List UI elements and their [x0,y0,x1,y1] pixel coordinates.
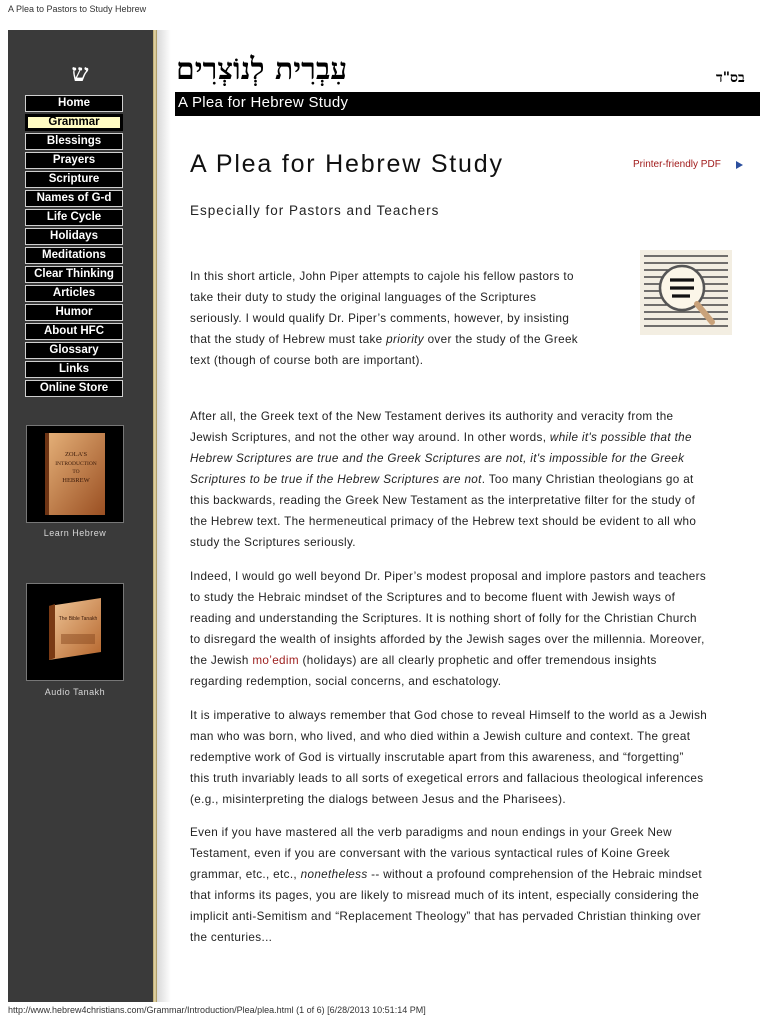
nav-item-holidays[interactable]: Holidays [25,228,123,245]
magnifier-icon [640,250,732,335]
page-title-bar-text: A Plea for Hebrew Study [178,94,349,111]
text-line: After all, the Greek text of the New Testament derives its authority and veracity from the [190,410,674,423]
text-run: (holidays) are all clearly prophetic and offer tremendous insights [298,654,657,667]
text-line: It is imperative to always remember that God chose to reveal Himself to the world as a Jewish [190,709,708,722]
text-line: man who was born, who lived, and who died within a Jewish culture and context. The great [190,730,691,743]
nav-item-life-cycle[interactable]: Life Cycle [25,209,123,226]
nav-item-online-store[interactable]: Online Store [25,380,123,397]
article-paragraph-1 [190,266,578,371]
text-line: to disregard the wealth of insights afforded by the Jewish sages over the millennia. Moreover, [190,633,705,646]
text-run: that the study of Hebrew must take [190,333,387,346]
learn-hebrew-book-line-1: ZOLA'S [64,451,88,458]
text-line: to study the Hebraic mindset of the Scriptures and to become fluent with Jewish ways of [190,591,676,604]
nav-item-meditations[interactable]: Meditations [25,247,123,264]
text-line [190,650,706,671]
emphasis-text: Hebrew Scriptures are true and the Greek Scriptures are not, it's impossible for the Greek [190,452,685,465]
article-paragraph-2 [190,406,696,553]
article-paragraph-5 [190,822,702,948]
footer-url: http://www.hebrew4christians.com/Grammar/Introduction/Plea/plea.html (1 of 6) [6/28/2013 10:51:14 PM] [8,1005,426,1015]
hebrew-site-banner: עִבְרִית לְנוֹצְרִים [176,52,348,87]
emphasis-text: priority [386,333,424,346]
text-line: Testament, even if you are conversant with the various syntactical rules of Koine Greek [190,847,670,860]
text-line: take their duty to study the original languages of the Scriptures [190,291,537,304]
text-line: study the Scriptures seriously. [190,536,356,549]
text-run: over the study of the Greek [423,333,579,346]
text-line: this backwards, reading the Greek New Testament as the interpretative filter for the study of [190,494,696,507]
text-line: reading and understanding the Scriptures. It is nothing short of folly for the Christian Church [190,612,697,625]
audio-tanakh-caption[interactable]: Audio Tanakh [44,687,106,697]
nav-item-blessings[interactable]: Blessings [25,133,123,150]
sidebar-shadow [157,30,171,1002]
nav-item-articles[interactable]: Articles [25,285,123,302]
emphasis-text: while it's possible that the [549,431,692,444]
text-line: seriously. I would qualify Dr. Piper’s comments, however, by insisting [190,312,570,325]
page-title-bar [175,92,760,116]
nav-item-glossary[interactable]: Glossary [25,342,123,359]
document-title: A Plea to Pastors to Study Hebrew [8,4,147,14]
article-subtitle: Especially for Pastors and Teachers [190,203,440,218]
text-line: Indeed, I would go well beyond Dr. Piper’s modest proposal and implore pastors and teachers [190,570,707,583]
nav-item-prayers[interactable]: Prayers [25,152,123,169]
text-line: this truth invariably leads to all sorts of exegetical errors and fallacious theological inferences [190,772,704,785]
text-line [190,448,696,469]
text-line: the centuries... [190,931,273,944]
hebrew-text-magnifier-image [640,250,732,335]
play-arrow-icon[interactable] [736,161,743,169]
text-line: Even if you have mastered all the verb paradigms and noun endings in your Greek New [190,826,672,839]
text-line: implicit anti-Semitism and “Replacement Theology” that has pervaded Christian thinking over [190,910,702,923]
text-line: redemptive work of God is virtually inscrutable apart from this awareness, and “forgetting” [190,751,684,764]
nav-item-about-hfc[interactable]: About HFC [25,323,123,340]
text-run: . Too many Christian theologians go at [481,473,694,486]
printer-friendly-pdf-link[interactable]: Printer-friendly PDF [633,159,721,170]
sidebar-nav [25,95,123,399]
text-line [190,864,702,885]
shin-logo-icon[interactable]: ש [71,58,89,87]
text-line [190,469,696,490]
learn-hebrew-book-line-4: HEBREW [62,477,90,484]
bsd-mark: בס"ד [716,70,745,86]
moedim-link[interactable]: mo’edim [252,654,299,667]
audio-tanakh-cover-line-1: The Bible Tanakh [58,616,98,622]
text-line: text (though of course both are important). [190,354,424,367]
text-run: grammar, etc., etc., [190,868,301,881]
article-title: A Plea for Hebrew Study [190,150,504,178]
nav-item-home[interactable]: Home [25,95,123,112]
text-run: Jewish Scriptures, and not the other way around. In other words, [190,431,550,444]
emphasis-text: Scriptures to be true if the Hebrew Scriptures are not [190,473,482,486]
audio-tanakh-cover [27,584,123,680]
article-paragraph-3 [190,566,706,692]
text-line [190,329,578,350]
nav-item-humor[interactable]: Humor [25,304,123,321]
nav-item-scripture[interactable]: Scripture [25,171,123,188]
learn-hebrew-book-link[interactable] [26,425,124,523]
nav-item-names-of-god[interactable]: Names of G-d [25,190,123,207]
article-paragraph-4 [190,705,707,810]
text-line: that informs its pages, you are likely to misread much of its intent, especially considering the [190,889,700,902]
text-line: the Hebrew text. The hermeneutical primacy of the Hebrew text should be evident to all who [190,515,697,528]
text-line: In this short article, John Piper attempts to cajole his fellow pastors to [190,270,574,283]
audio-tanakh-link[interactable] [26,583,124,681]
nav-item-links[interactable]: Links [25,361,123,378]
learn-hebrew-book-line-2: INTRODUCTION [55,461,97,467]
text-run: -- without a profound comprehension of the Hebraic mindset [367,868,702,881]
text-line: (e.g., misinterpreting the dialogs between Jesus and the Pharisees). [190,793,566,806]
text-line [190,427,696,448]
nav-item-clear-thinking[interactable]: Clear Thinking [25,266,123,283]
learn-hebrew-caption[interactable]: Learn Hebrew [43,528,107,538]
nav-item-grammar[interactable]: Grammar [25,114,123,131]
text-line: regarding redemption, social concerns, and eschatology. [190,675,502,688]
learn-hebrew-book-cover [27,426,123,522]
learn-hebrew-book-line-3: TO [72,469,80,475]
text-run: the Jewish [190,654,253,667]
emphasis-text: nonetheless [300,868,368,881]
